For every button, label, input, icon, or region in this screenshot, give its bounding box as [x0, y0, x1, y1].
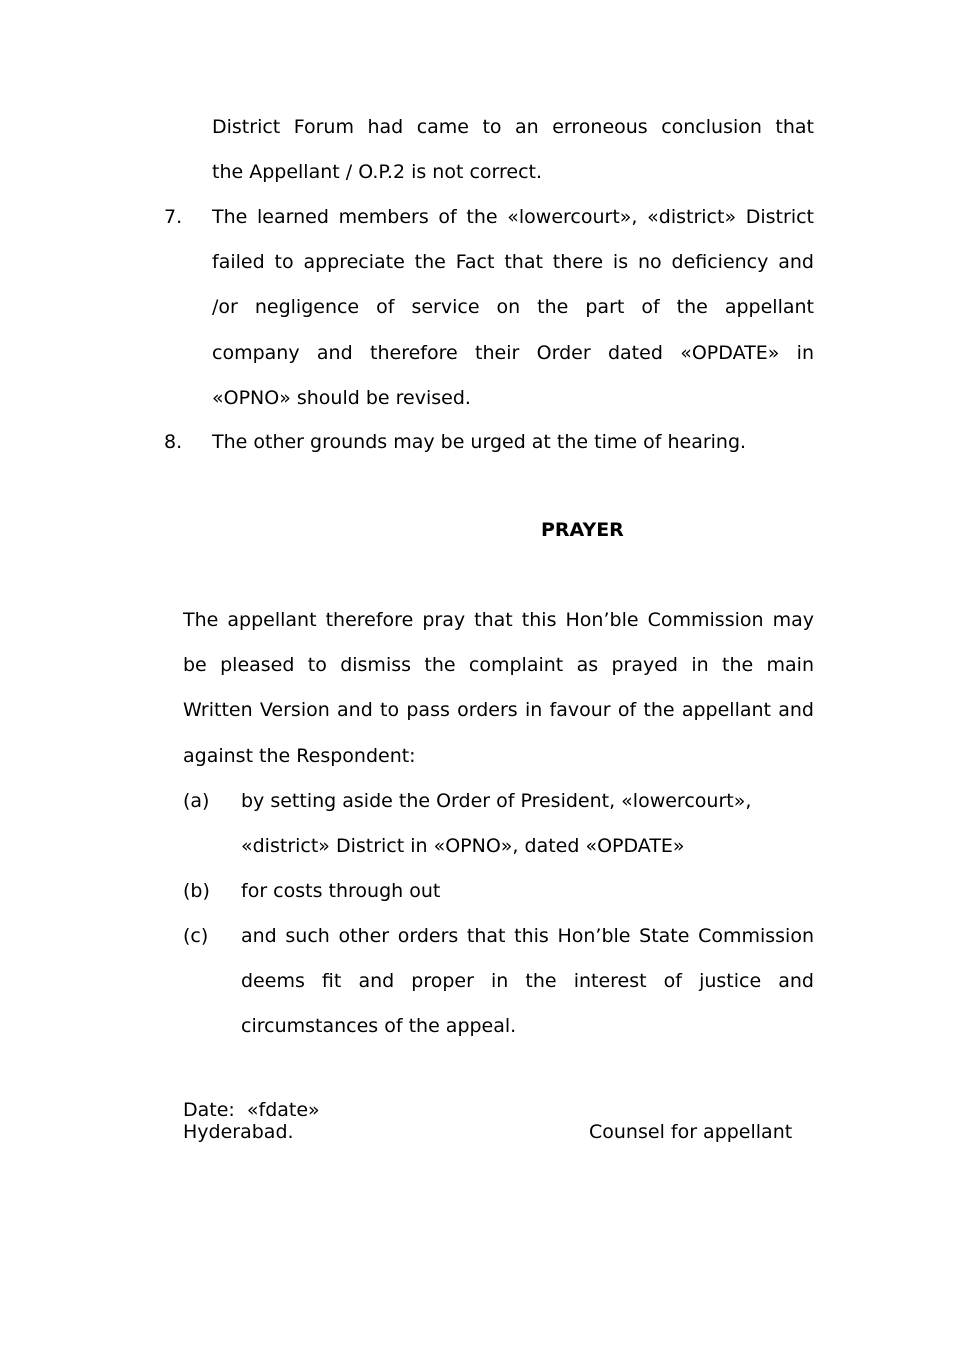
prayer-item-b-line-1: for costs through out [241, 880, 441, 902]
ground-7-line-1: The learned members of the «lowercourt», «district» District [212, 206, 814, 228]
prayer-intro-line-3: Written Version and to pass orders in favour of the appellant and [183, 699, 814, 721]
prayer-item-label: (b) [183, 880, 210, 902]
prayer-item-label: (c) [183, 925, 209, 947]
prayer-item-a-line-1: by setting aside the Order of President, «lowercourt», [241, 790, 752, 812]
ground-8-line-1: The other grounds may be urged at the time of hearing. [212, 431, 747, 453]
ground-number: 7. [164, 206, 183, 228]
place-line: Hyderabad. [183, 1121, 294, 1143]
ground-7-line-2: failed to appreciate the Fact that there is no deficiency and [212, 251, 814, 273]
prayer-intro-line-4: against the Respondent: [183, 745, 416, 767]
prayer-item-c-line-1: and such other orders that this Hon’ble State Commission [241, 925, 814, 947]
continuation-line-1: District Forum had came to an erroneous conclusion that [212, 116, 814, 138]
continuation-line-2: the Appellant / O.P.2 is not correct. [212, 161, 543, 183]
prayer-item-label: (a) [183, 790, 210, 812]
ground-7-line-4: company and therefore their Order dated «OPDATE» in [212, 342, 814, 364]
prayer-item-c-line-3: circumstances of the appeal. [241, 1015, 517, 1037]
signature-line: Counsel for appellant [589, 1121, 793, 1143]
prayer-heading: PRAYER [541, 519, 624, 541]
ground-7-line-3: /or negligence of service on the part of the appellant [212, 296, 814, 318]
prayer-intro-line-1: The appellant therefore pray that this Hon’ble Commission may [183, 609, 814, 631]
ground-7-line-5: «OPNO» should be revised. [212, 387, 471, 409]
ground-number: 8. [164, 431, 183, 453]
prayer-intro-line-2: be pleased to dismiss the complaint as prayed in the main [183, 654, 814, 676]
date-line: Date: «fdate» [183, 1099, 320, 1121]
prayer-item-c-line-2: deems fit and proper in the interest of justice and [241, 970, 814, 992]
prayer-item-a-line-2: «district» District in «OPNO», dated «OPDATE» [241, 835, 685, 857]
